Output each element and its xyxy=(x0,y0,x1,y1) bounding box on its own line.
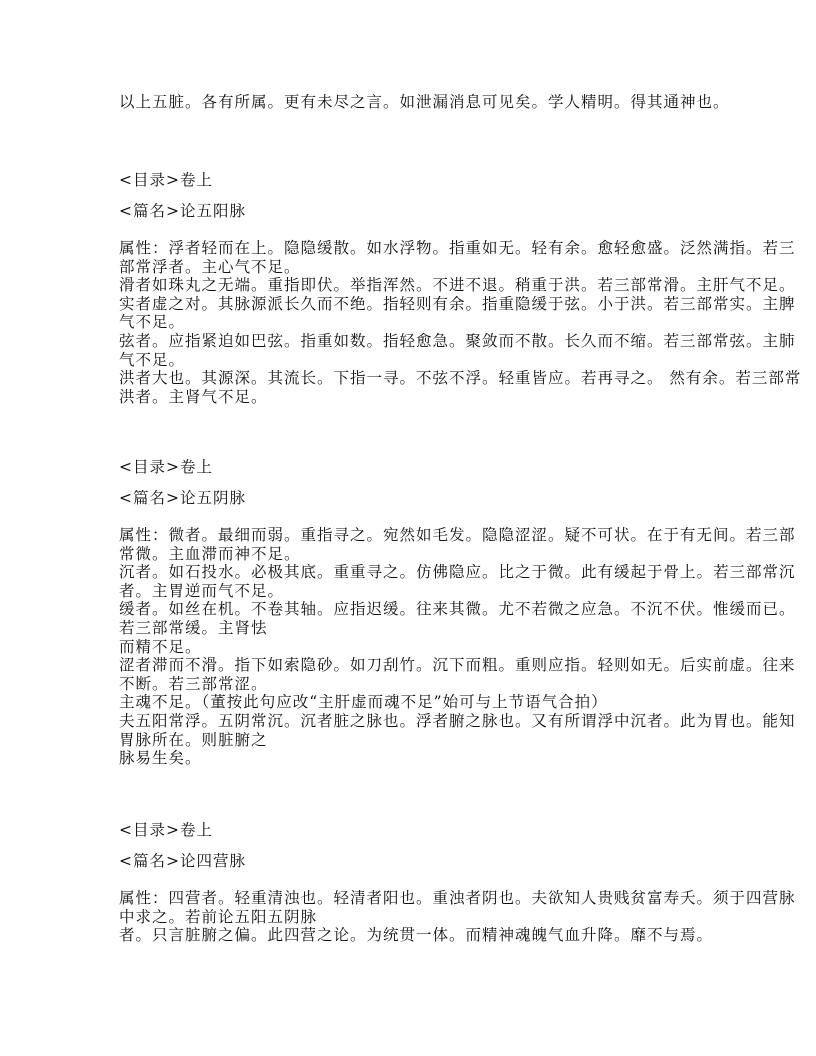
text-line: 洪者。主肾气不足。 xyxy=(119,387,268,406)
text-line: 气不足。 xyxy=(119,350,186,369)
section-body xyxy=(119,238,802,406)
section-body xyxy=(119,525,796,768)
text-line: 部常浮者。主心气不足。 xyxy=(119,257,301,276)
catalog-heading: <目录>卷上 xyxy=(119,458,213,476)
section-title: <篇名>论四营脉 xyxy=(119,851,246,870)
text-line: 沉者。如石投水。必极其底。重重寻之。仿佛隐应。比之于微。此有缓起于骨上。若三部常沉 xyxy=(119,563,796,582)
text-line: 脉易生矣。 xyxy=(119,749,202,768)
text-line: 滑者如珠丸之无端。重指即伏。举指浑然。不进不退。稍重于洪。若三部常滑。主肝气不足。 xyxy=(119,276,796,295)
text-line: 弦者。应指紧迫如巴弦。指重如数。指轻愈急。聚敛而不散。长久而不缩。若三部常弦。主肺 xyxy=(119,331,796,350)
text-line: 常微。主血滞而神不足。 xyxy=(119,544,301,563)
section-four-ying xyxy=(119,821,796,945)
section-five-yang xyxy=(119,171,802,406)
catalog-heading: <目录>卷上 xyxy=(119,171,213,189)
catalog-heading: <目录>卷上 xyxy=(119,821,213,839)
section-title: <篇名>论五阴脉 xyxy=(119,488,246,507)
text-line: 实者虚之对。其脉源派长久而不绝。指轻则有余。指重隐缓于弦。小于洪。若三部常实。主脾 xyxy=(119,294,796,313)
intro-paragraph xyxy=(119,93,730,112)
text-line: 洪者大也。其源深。其流长。下指一寻。不弦不浮。轻重皆应。若再寻之。 然有余。若三部常 xyxy=(119,369,802,388)
text-line: 属性：微者。最细而弱。重指寻之。宛然如毛发。隐隐涩涩。疑不可状。在于有无间。若三部 xyxy=(119,525,796,544)
text-line: 属性：浮者轻而在上。隐隐缓散。如水浮物。指重如无。轻有余。愈轻愈盛。泛然满指。若三 xyxy=(119,238,796,257)
text-line: 者。主胃逆而气不足。 xyxy=(119,581,285,600)
section-body xyxy=(119,888,796,945)
section-five-yin xyxy=(119,458,796,768)
text-line: 若三部常缓。主肾怯 xyxy=(119,618,268,637)
text-line: 夫五阳常浮。五阴常沉。沉者脏之脉也。浮者腑之脉也。又有所谓浮中沉者。此为胃也。能知 xyxy=(119,711,796,730)
text-line: 不断。若三部常涩。 xyxy=(119,674,268,693)
intro-text: 以上五脏。各有所属。更有未尽之言。如泄漏消息可见矣。学人精明。得其通神也。 xyxy=(119,93,730,111)
text-line: 属性：四营者。轻重清浊也。轻清者阳也。重浊者阴也。夫欲知人贵贱贫富寿夭。须于四营脉 xyxy=(119,888,796,907)
text-line: 中求之。若前论五阳五阴脉 xyxy=(119,907,318,926)
text-line: 涩者滞而不滑。指下如索隐砂。如刀刮竹。沉下而粗。重则应指。轻则如无。后实前虚。往来 xyxy=(119,656,796,675)
section-title: <篇名>论五阳脉 xyxy=(119,201,246,220)
text-line: 而精不足。 xyxy=(119,637,202,656)
text-line: 胃脉所在。则脏腑之 xyxy=(119,730,268,749)
text-line: 者。只言脏腑之偏。此四营之论。为统贯一体。而精神魂魄气血升降。靡不与焉。 xyxy=(119,926,714,945)
text-line: 气不足。 xyxy=(119,313,186,332)
text-line: 主魂不足。（董按此句应改“主肝虚而魂不足”始可与上节语气合拍） xyxy=(119,693,608,712)
text-line: 缓者。如丝在机。不卷其轴。应指迟缓。往来其微。尤不若微之应急。不沉不伏。惟缓而已。 xyxy=(119,600,796,619)
